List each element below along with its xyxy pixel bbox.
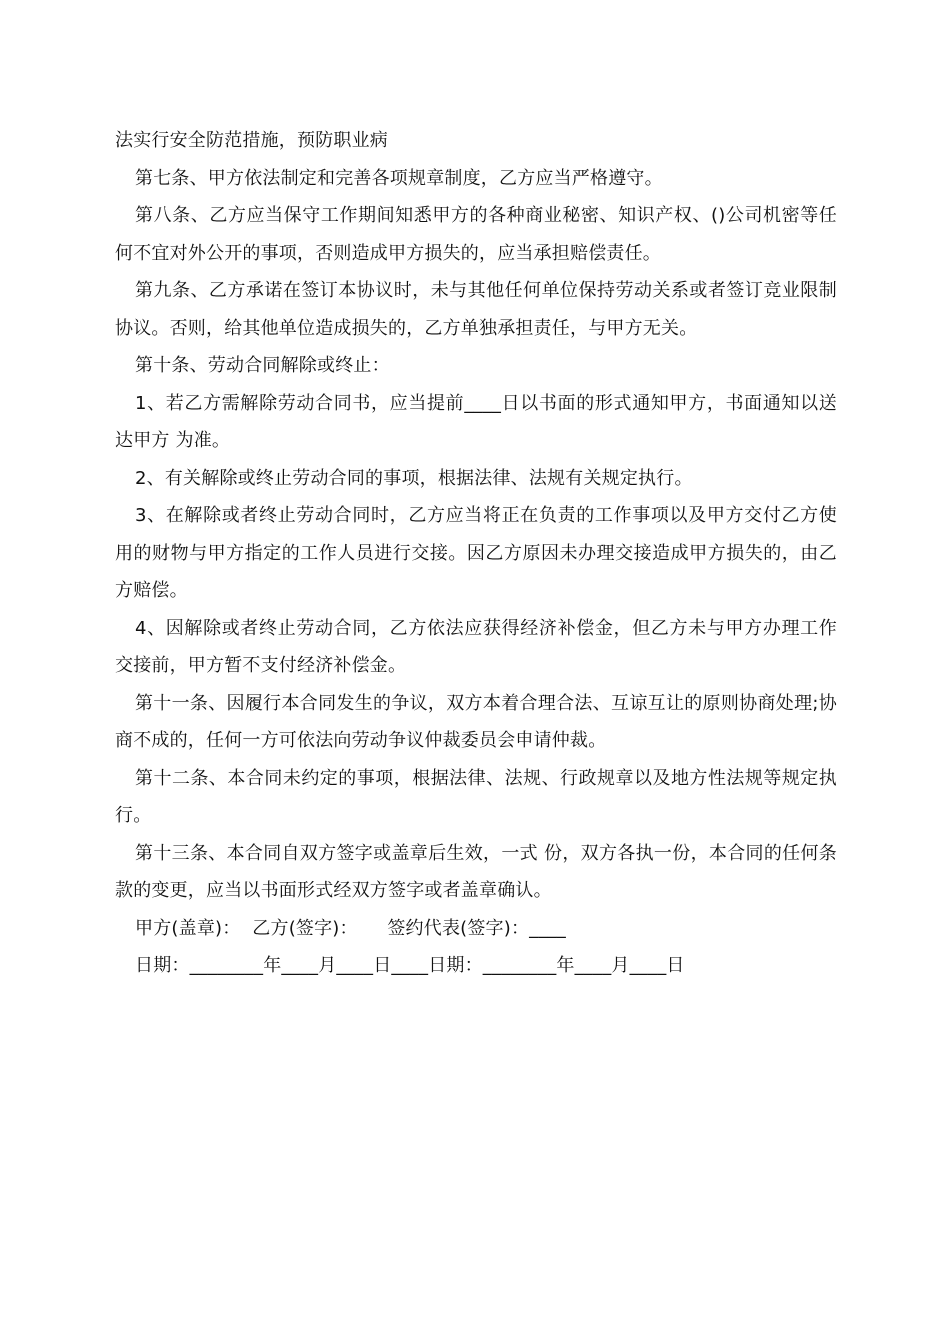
paragraph-continuation: 法实行安全防范措施，预防职业病	[115, 130, 388, 151]
document-body	[115, 122, 837, 985]
article-8: 第八条、乙方应当保守工作期间知悉甲方的各种商业秘密、知识产权、()公司机密等任何不宜对外公开的事项，否则造成甲方损失的，应当承担赔偿责任。	[115, 205, 837, 264]
date-line: 日期：________年____月____日____日期：________年____月____日	[135, 955, 685, 976]
article-10-item-3: 3、在解除或者终止劳动合同时，乙方应当将正在负责的工作事项以及甲方交付乙方使用的财物与甲方指定的工作人员进行交接。因乙方原因未办理交接造成甲方损失的，由乙方赔偿。	[115, 505, 837, 601]
signature-line: 甲方(盖章)： 乙方(签字)： 签约代表(签字)：____	[135, 917, 566, 939]
article-11: 第十一条、因履行本合同发生的争议，双方本着合理合法、互谅互让的原则协商处理;协商不成的，任何一方可依法向劳动争议仲裁委员会申请仲裁。	[115, 692, 837, 751]
article-10-item-1: 1、若乙方需解除劳动合同书，应当提前____日以书面的形式通知甲方，书面通知以送达甲方 为准。	[115, 392, 837, 451]
article-10-item-4: 4、因解除或者终止劳动合同，乙方依法应获得经济补偿金，但乙方未与甲方办理工作交接前，甲方暂不支付经济补偿金。	[115, 617, 837, 676]
article-9: 第九条、乙方承诺在签订本协议时，未与其他任何单位保持劳动关系或者签订竞业限制协议。否则，给其他单位造成损失的，乙方单独承担责任，与甲方无关。	[115, 280, 837, 339]
article-7: 第七条、甲方依法制定和完善各项规章制度，乙方应当严格遵守。	[135, 167, 663, 189]
article-10-heading: 第十条、劳动合同解除或终止：	[135, 355, 390, 376]
article-12: 第十二条、本合同未约定的事项，根据法律、法规、行政规章以及地方性法规等规定执行。	[115, 767, 837, 826]
article-13: 第十三条、本合同自双方签字或盖章后生效，一式 份，双方各执一份，本合同的任何条款的变更，应当以书面形式经双方签字或者盖章确认。	[115, 842, 837, 901]
article-10-item-2: 2、有关解除或终止劳动合同的事项，根据法律、法规有关规定执行。	[135, 467, 693, 489]
